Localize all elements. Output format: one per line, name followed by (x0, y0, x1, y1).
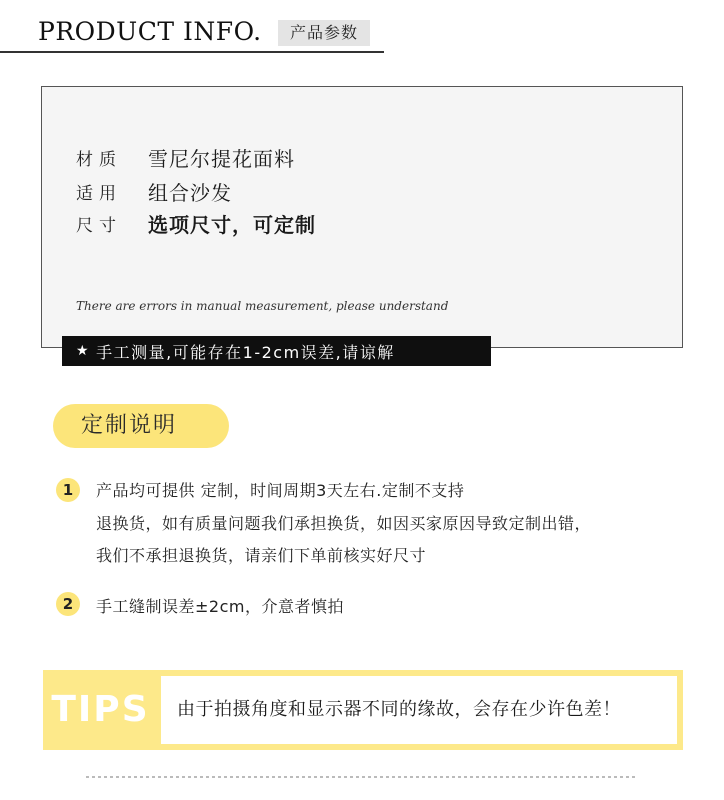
custom-line: 产品均可提供 定制，时间周期3天左右.定制不支持 (96, 481, 465, 500)
measurement-note: There are errors in manual measurement, please understand (76, 299, 449, 313)
custom-line: 手工缝制误差±2cm，介意者慎拍 (96, 597, 344, 616)
tips-box (43, 670, 683, 750)
info-label: 适用 (76, 183, 122, 204)
custom-line: 退换货，如有质量问题我们承担换货，如因买家原因导致定制出错， (96, 514, 592, 533)
number-badge-1: 1 (56, 478, 80, 502)
info-row-size (76, 208, 316, 238)
tips-label: TIPS (51, 689, 150, 730)
header-divider (0, 51, 384, 53)
footer-divider (86, 776, 638, 778)
info-label: 尺寸 (76, 215, 122, 236)
info-value: 选项尺寸，可定制 (148, 212, 316, 237)
error-banner-text: 手工测量,可能存在1-2cm误差,请谅解 (96, 342, 395, 362)
info-label: 材质 (76, 149, 122, 170)
header (0, 0, 724, 60)
number-badge-2: 2 (56, 592, 80, 616)
product-info-box (41, 86, 683, 348)
info-row-usage (76, 176, 232, 206)
info-row-material (76, 142, 295, 172)
page-title: PRODUCT INFO. (38, 17, 262, 46)
info-value: 雪尼尔提花面料 (148, 146, 295, 171)
error-banner (62, 336, 491, 366)
custom-heading: 定制说明 (53, 404, 229, 448)
custom-line: 我们不承担退换货，请亲们下单前核实好尺寸 (96, 546, 427, 565)
star-icon: ★ (76, 343, 91, 359)
tips-text: 由于拍摄角度和显示器不同的缘故，会存在少许色差！ (161, 676, 677, 744)
info-value: 组合沙发 (148, 180, 232, 205)
section-tag: 产品参数 (278, 20, 370, 46)
